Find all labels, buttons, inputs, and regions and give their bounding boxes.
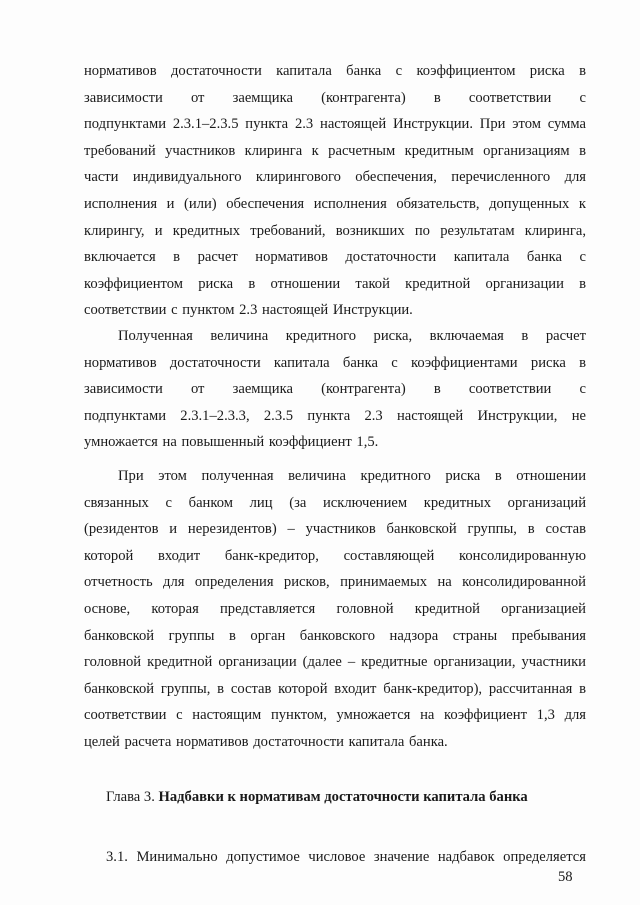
text-line: зависимости от заемщика (контрагента) в соответствии с [84, 89, 586, 106]
text-line: Полученная величина кредитного риска, включаемая в расчет [118, 328, 586, 344]
text-line: зависимости от заемщика (контрагента) в соответствии с [84, 381, 586, 398]
text-line: отчетность для определения рисков, принимаемых на консолидированной [84, 574, 586, 591]
text-line: банковской группы в орган банковского надзора страны пребывания [84, 627, 586, 644]
paragraph-coefficient-1-5 [84, 323, 586, 456]
text-line: умножается на повышенный коэффициент 1,5. [84, 434, 379, 451]
text-line: целей расчета нормативов достаточности капитала банка. [84, 733, 448, 750]
paragraph-credit-risk-clearing [84, 58, 586, 324]
page-number: 58 [558, 869, 573, 885]
text-line: подпунктами 2.3.1–2.3.5 пункта 2.3 настоящей Инструкции. При этом сумма [84, 116, 586, 133]
text-line: банковской группы, в состав которой входит банк-кредитор), рассчитанная в [84, 680, 586, 697]
text-line: соответствии с пунктом 2.3 настоящей Инструкции. [84, 302, 413, 319]
text-line: связанных с банком лиц (за исключением кредитных организаций [84, 494, 586, 511]
text-line: требований участников клиринга к расчетным кредитным организациям в [84, 142, 586, 159]
text-line: (резидентов и нерезидентов) – участников банковской группы, в состав [84, 521, 586, 538]
text-line: части индивидуального клирингового обеспечения, перечисленного для [84, 169, 586, 186]
text-line: головной кредитной организации (далее – кредитные организации, участники [84, 654, 586, 671]
text-line: соответствии с настоящим пунктом, умножается на коэффициент 1,3 для [84, 707, 586, 724]
text-line: коэффициентом риска в отношении такой кредитной организации в [84, 275, 586, 292]
text-line: включается в расчет нормативов достаточности капитала банка с [84, 249, 586, 266]
text-line: нормативов достаточности капитала банка с коэффициентом риска в [84, 63, 586, 79]
section-3-1-line: 3.1. Минимально допустимое числовое значение надбавок определяется [106, 849, 586, 865]
text-line: клирингу, и кредитных требований, возникших по результатам клиринга, [84, 222, 586, 239]
chapter-heading [106, 786, 528, 808]
chapter-title: Надбавки к нормативам достаточности капитала банка [158, 789, 528, 805]
text-line: При этом полученная величина кредитного риска в отношении [118, 468, 586, 484]
text-line: которой входит банк-кредитор, составляющей консолидированную [84, 547, 586, 564]
text-line: подпунктами 2.3.1–2.3.3, 2.3.5 пункта 2.3 настоящей Инструкции, не [84, 407, 586, 424]
text-line: основе, которая представляется головной кредитной организацией [84, 600, 586, 617]
text-line: исполнения и (или) обеспечения исполнения обязательств, допущенных к [84, 195, 586, 212]
text-line: нормативов достаточности капитала банка с коэффициентами риска в [84, 354, 586, 371]
chapter-prefix: Глава 3. [106, 789, 155, 805]
paragraph-related-parties-1-3 [84, 463, 586, 756]
